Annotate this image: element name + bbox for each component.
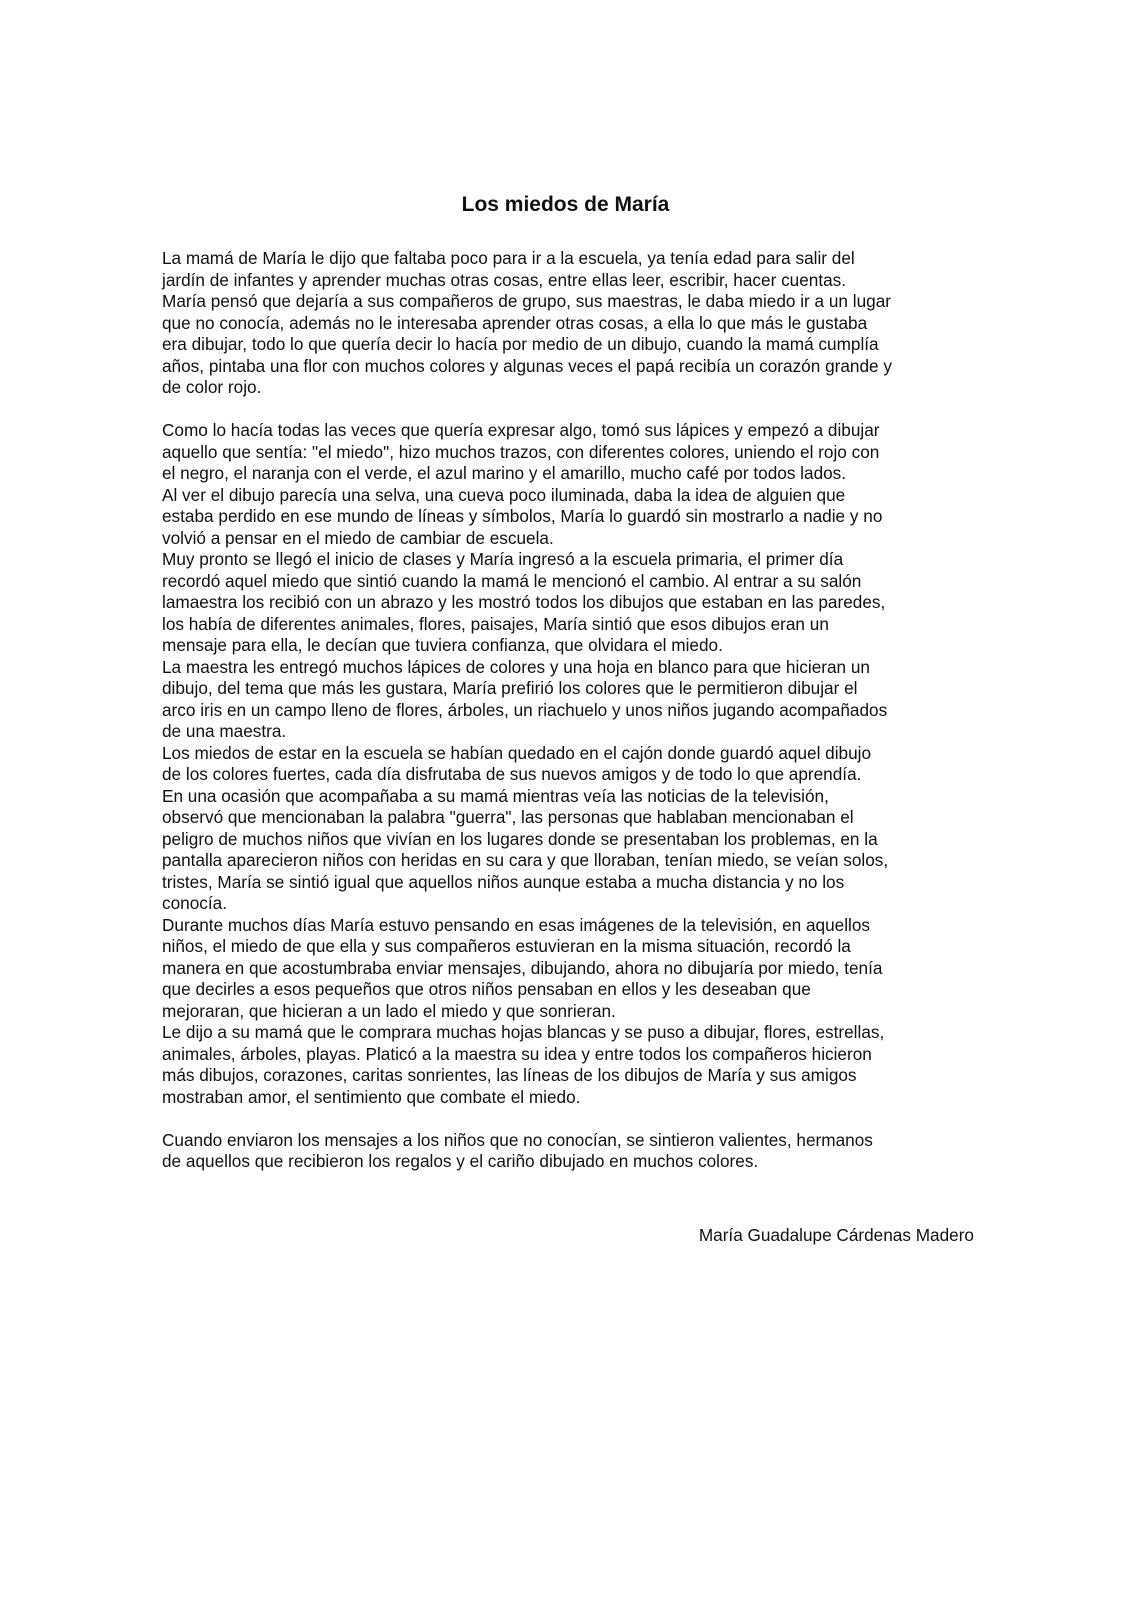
paragraph-spacer <box>162 1108 977 1130</box>
text-line: mensaje para ella, le decían que tuviera confianza, que olvidara el miedo. <box>162 635 723 655</box>
text-line: el negro, el naranja con el verde, el azul marino y el amarillo, mucho café por todos lados. <box>162 463 847 483</box>
text-line: peligro de muchos niños que vivían en los lugares donde se presentaban los problemas, en la <box>162 828 878 849</box>
paragraph-2 <box>162 420 977 1108</box>
text-line: recordó aquel miedo que sintió cuando la mamá le mencionó el cambio. Al entrar a su salón <box>162 570 862 591</box>
text-line: En una ocasión que acompañaba a su mamá mientras veía las noticias de la televisión, <box>162 785 829 806</box>
text-line: arco iris en un campo lleno de flores, árboles, un riachuelo y unos niños jugando acompañados <box>162 699 888 720</box>
text-line: manera en que acostumbraba enviar mensajes, dibujando, ahora no dibujaría por miedo, tenía <box>162 957 883 978</box>
text-line: de aquellos que recibieron los regalos y el cariño dibujado en muchos colores. <box>162 1151 759 1171</box>
text-line: observó que mencionaban la palabra "guerra", las personas que hablaban mencionaban el <box>162 807 854 827</box>
text-line: pantalla aparecieron niños con heridas en su cara y que lloraban, tenían miedo, se veían solos, <box>162 850 889 870</box>
paragraph-1 <box>162 248 977 399</box>
text-line: que no conocía, además no le interesaba aprender otras cosas, a ella lo que más le gustaba <box>162 312 868 333</box>
document-title: Los miedos de María <box>461 193 670 216</box>
text-line: estaba perdido en ese mundo de líneas y símbolos, María lo guardó sin mostrarlo a nadie y no <box>162 506 883 526</box>
text-line: conocía. <box>162 893 227 913</box>
author-signature: María Guadalupe Cárdenas Madero <box>698 1225 974 1245</box>
text-line: aquello que sentía: "el miedo", hizo muchos trazos, con diferentes colores, uniendo el rojo con <box>162 441 880 462</box>
text-line: tristes, María se sintió igual que aquellos niños aunque estaba a mucha distancia y no los <box>162 871 845 892</box>
text-line: mostraban amor, el sentimiento que combate el miedo. <box>162 1086 581 1107</box>
text-line: La mamá de María le dijo que faltaba poco para ir a la escuela, ya tenía edad para salir del <box>162 248 855 268</box>
text-line: Como lo hacía todas las veces que quería expresar algo, tomó sus lápices y empezó a dibujar <box>162 420 880 440</box>
text-line: de una maestra. <box>162 721 287 741</box>
text-line: años, pintaba una flor con muchos colores y algunas veces el papá recibía un corazón grande y <box>162 355 892 376</box>
text-line: de los colores fuertes, cada día disfrutaba de sus nuevos amigos y de todo lo que aprendía. <box>162 764 862 784</box>
document-body <box>162 248 977 1173</box>
text-line: era dibujar, todo lo que quería decir lo hacía por medio de un dibujo, cuando la mamá cumplía <box>162 334 879 354</box>
text-line: jardín de infantes y aprender muchas otras cosas, entre ellas leer, escribir, hacer cuentas. <box>162 269 847 290</box>
text-line: Durante muchos días María estuvo pensando en esas imágenes de la televisión, en aquellos <box>162 914 870 935</box>
text-line: volvió a pensar en el miedo de cambiar de escuela. <box>162 527 554 548</box>
text-line: dibujo, del tema que más les gustara, María prefirió los colores que le permitieron dibujar el <box>162 678 858 698</box>
text-line: María pensó que dejaría a sus compañeros de grupo, sus maestras, le daba miedo ir a un lugar <box>162 291 891 311</box>
text-line: que decirles a esos pequeños que otros niños pensaban en ellos y les deseaban que <box>162 979 811 999</box>
text-line: Los miedos de estar en la escuela se habían quedado en el cajón donde guardó aquel dibujo <box>162 742 872 763</box>
text-line: Muy pronto se llegó el inicio de clases y María ingresó a la escuela primaria, el primer día <box>162 549 844 569</box>
text-line: animales, árboles, playas. Platicó a la maestra su idea y entre todos los compañeros hicieron <box>162 1043 872 1064</box>
paragraph-3 <box>162 1130 977 1173</box>
text-line: Al ver el dibujo parecía una selva, una cueva poco iluminada, daba la idea de alguien que <box>162 484 846 505</box>
paragraph-spacer <box>162 399 977 421</box>
text-line: más dibujos, corazones, caritas sonrientes, las líneas de los dibujos de María y sus amigos <box>162 1065 857 1085</box>
text-line: niños, el miedo de que ella y sus compañeros estuvieran en la misma situación, recordó la <box>162 936 851 956</box>
text-line: La maestra les entregó muchos lápices de colores y una hoja en blanco para que hicieran un <box>162 656 870 677</box>
text-line: mejoraran, que hicieran a un lado el miedo y que sonrieran. <box>162 1000 616 1021</box>
text-line: de color rojo. <box>162 377 262 397</box>
text-line: Le dijo a su mamá que le comprara muchas hojas blancas y se puso a dibujar, flores, estrellas, <box>162 1022 885 1042</box>
text-line: los había de diferentes animales, flores, paisajes, María sintió que esos dibujos eran un <box>162 613 829 634</box>
text-line: lamaestra los recibió con un abrazo y les mostró todos los dibujos que estaban en las paredes, <box>162 592 886 612</box>
text-line: Cuando enviaron los mensajes a los niños que no conocían, se sintieron valientes, hermanos <box>162 1129 873 1150</box>
